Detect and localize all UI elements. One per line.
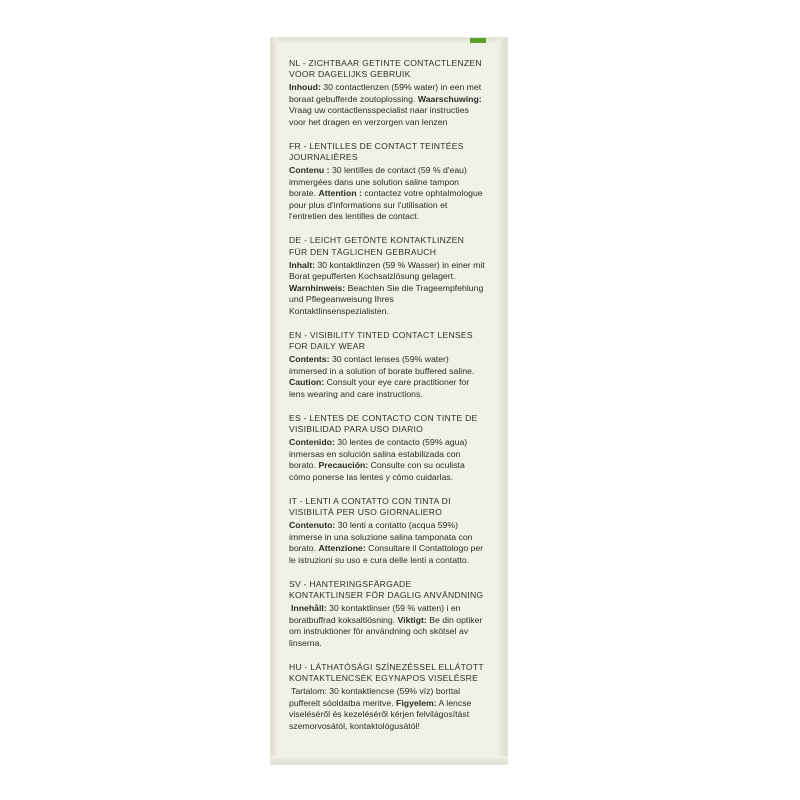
print-color-mark <box>470 38 486 43</box>
language-heading-hu: HU - LÁTHATÓSÁGI SZÍNEZÉSSEL ELLÁTOTT KONTAKTLENCSÉK EGYNAPOS VISELÉSRE <box>289 662 484 684</box>
language-heading-nl: NL - ZICHTBAAR GETINTE CONTACTLENZEN VOOR DAGELIJKS GEBRUIK <box>289 58 482 80</box>
language-body-es: Contenido: 30 lentes de contacto (59% agua) inmersas en solución salina estabilizada con borato. Precaución: Consulte con su oculista cómo ponerse las lentes y cómo cuidarlas. <box>289 437 468 482</box>
language-heading-es: ES - LENTES DE CONTACTO CON TINTE DE VISIBILIDAD PARA USO DIARIO <box>289 412 478 435</box>
language-block-it <box>289 496 485 566</box>
language-block-nl <box>289 58 485 128</box>
language-block-fr <box>289 141 485 222</box>
language-body-fr: Contenu : 30 lentilles de contact (59 % d'eau) immergées dans une solution saline tampon borate. Attention : contactez votre ophtalmologue pour plus d'informations sur l'utilisation et l'entretien des lentilles de contact. <box>289 165 483 222</box>
language-heading-fr: FR - LENTILLES DE CONTACT TEINTÉES JOURNALIÈRES <box>289 141 464 163</box>
language-body-sv: Innehåll: 30 kontaktlinser (59 % vatten) i en boratbuffrad koksaltlösning. Viktigt: Be din optiker om instruktioner för användning och skötsel av linserna. <box>289 603 483 648</box>
multilingual-text-column <box>289 58 485 745</box>
language-body-en: Contents: 30 contact lenses (59% water) immersed in a solution of borate buffered saline. Caution: Consult your eye care practitioner for lens wearing and care instructions. <box>289 354 475 399</box>
language-block-sv <box>289 579 485 649</box>
carton-edge-right <box>497 38 507 764</box>
language-heading-sv: SV - HANTERINGSFÄRGADE KONTAKTLINSER FÖR DAGLIG ANVÄNDNING <box>289 579 484 601</box>
product-carton-panel <box>271 38 507 764</box>
language-body-de: Inhalt: 30 kontaktlinzen (59 % Wasser) in einer mit Borat gepufferten Kochsalzlösung gelagert. Warnhinweis: Beachten Sie die Trageempfehlung und Pflegeanweisung Ihres Kontaktlinsenspezialisten. <box>289 259 485 316</box>
carton-edge-bottom <box>271 756 507 764</box>
language-heading-de: DE - LEICHT GETÖNTE KONTAKTLINZEN FÜR DEN TÄGLICHEN GEBRAUCH <box>289 235 465 257</box>
language-block-en <box>289 330 485 400</box>
language-body-it: Contenuto: 30 lenti a contatto (acqua 59%) immerse in una soluzione salina tamponata con borato. Attenzione: Consultare il Contattologo per le istruzioni su uso e cura delle lenti a contatto. <box>289 520 484 565</box>
language-block-de <box>289 235 485 316</box>
language-block-es <box>289 413 485 483</box>
language-block-hu <box>289 662 485 732</box>
language-heading-it: IT - LENTI A CONTATTO CON TINTA DI VISIBILITÀ PER USO GIORNALIERO <box>289 495 451 518</box>
language-body-hu: Tartalom: 30 kontaktlencse (59% víz) borttal pufferelt sóoldatba meritve. Figyelem: A lencse viseléséről és kezeléséről kérjen felvilágosítást szemorvosától, kontaktológusától! <box>289 686 472 731</box>
language-heading-en: EN - VISIBILITY TINTED CONTACT LENSES FOR DAILY WEAR <box>289 329 473 352</box>
language-body-nl: Inhoud: 30 contactlenzen (59% water) in een met boraat gebufferde zoutoplossing. Waarschuwing: Vraag uw contactlensspecialist naar instructies voor het dragen en verzorgen van lenzen <box>289 82 482 127</box>
carton-edge-left <box>271 38 278 764</box>
